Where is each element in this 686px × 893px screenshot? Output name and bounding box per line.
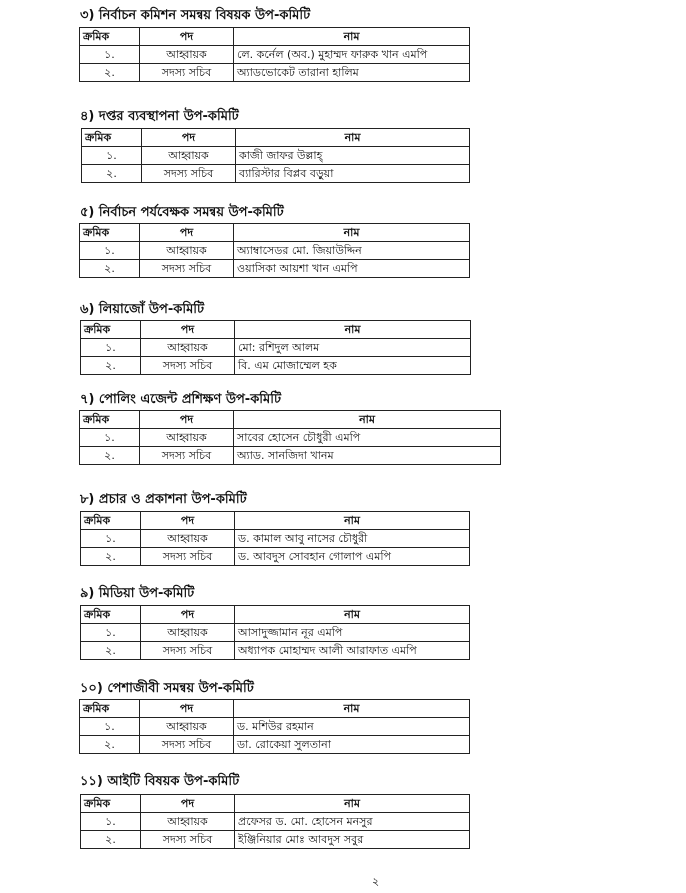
table-header-row [81,795,470,813]
cell-position: আহ্বায়ক [141,624,235,642]
cell-position: আহ্বায়ক [141,530,235,548]
cell-serial: ২. [81,548,141,566]
table-row [80,447,501,465]
cell-name: বি. এম মোজাম্মেল হক [235,357,471,375]
cell-position: আহ্বায়ক [140,46,234,64]
table-header-row [80,28,470,46]
cell-name: ব্যারিস্টার বিপ্লব বড়ুয়া [236,165,470,183]
committee-table [79,699,470,754]
cell-name: লে. কর্নেল (অব.) মুহাম্মদ ফারুক খান এমপি [234,46,470,64]
cell-serial: ১. [81,624,141,642]
cell-name: অধ্যাপক মোহাম্মদ আলী আরাফাত এমপি [235,642,470,660]
cell-name: আসাদুজ্জামান নূর এমপি [235,624,470,642]
header-serial: ক্রমিক [80,700,140,718]
table-row [82,165,470,183]
cell-name: সাবের হোসেন চৌধুরী এমপি [234,429,501,447]
cell-position: সদস্য সচিব [140,447,234,465]
cell-serial: ২. [81,357,141,375]
cell-serial: ২. [80,736,140,754]
cell-name: অ্যাড. সানজিদা খানম [234,447,501,465]
table-header-row [81,512,470,530]
cell-position: সদস্য সচিব [141,831,235,849]
cell-serial: ২. [81,642,141,660]
committee-table [79,27,470,82]
header-name: নাম [234,411,501,429]
table-header-row [80,700,470,718]
cell-position: সদস্য সচিব [141,357,235,375]
cell-position: আহ্বায়ক [141,339,235,357]
cell-name: ড. মশিউর রহমান [234,718,470,736]
table-row [80,718,470,736]
cell-serial: ২. [81,831,141,849]
table-header-row [81,321,471,339]
cell-name: অ্যাম্বাসেডর মো. জিয়াউদ্দিন [234,242,470,260]
cell-serial: ১. [81,339,141,357]
header-name: নাম [235,795,470,813]
cell-serial: ২. [82,165,142,183]
cell-position: সদস্য সচিব [141,642,235,660]
cell-position: আহ্বায়ক [140,242,234,260]
header-position: পদ [142,129,236,147]
table-row [81,624,470,642]
table-row [82,147,470,165]
cell-name: ওয়াসিকা আয়শা খান এমপি [234,260,470,278]
header-name: নাম [235,512,470,530]
table-row [81,813,470,831]
header-serial: ক্রমিক [82,129,142,147]
cell-position: সদস্য সচিব [141,548,235,566]
header-name: নাম [234,700,470,718]
cell-name: ড. কামাল আবু নাসের চৌধুরী [235,530,470,548]
cell-name: ড. আবদুস সোবহান গোলাপ এমপি [235,548,470,566]
table-row [80,64,470,82]
header-serial: ক্রমিক [80,224,140,242]
section-title: ৪) দপ্তর ব্যবস্থাপনা উপ-কমিটি [80,109,239,124]
header-position: পদ [140,700,234,718]
header-serial: ক্রমিক [80,28,140,46]
header-position: পদ [141,795,235,813]
cell-name: কাজী জাফর উল্লাহ্ [236,147,470,165]
table-row [81,642,470,660]
cell-serial: ১. [81,813,141,831]
table-header-row [82,129,470,147]
cell-serial: ১. [80,242,140,260]
section-title: ১০) পেশাজীবী সমন্বয় উপ-কমিটি [80,681,254,696]
header-name: নাম [235,321,471,339]
committee-table [79,223,470,278]
header-position: পদ [141,321,235,339]
section-title: ৩) নির্বাচন কমিশন সমন্বয় বিষয়ক উপ-কমিটি [80,8,311,23]
cell-serial: ১. [80,718,140,736]
header-name: নাম [234,28,470,46]
cell-position: আহ্বায়ক [141,813,235,831]
header-position: পদ [140,224,234,242]
section-title: ৬) লিয়াজোঁ উপ-কমিটি [80,302,205,317]
header-serial: ক্রমিক [81,795,141,813]
table-header-row [81,606,470,624]
cell-serial: ২. [80,64,140,82]
cell-position: আহ্বায়ক [140,429,234,447]
header-position: পদ [141,606,235,624]
table-row [80,242,470,260]
committee-table [79,410,501,465]
committee-table [80,794,470,849]
header-serial: ক্রমিক [80,411,140,429]
header-serial: ক্রমিক [81,606,141,624]
cell-position: সদস্য সচিব [140,64,234,82]
table-row [81,548,470,566]
committee-table [81,128,470,183]
table-row [80,429,501,447]
committee-table [80,320,471,375]
section-title: ৭) পোলিং এজেন্ট প্রশিক্ষণ উপ-কমিটি [80,392,282,407]
cell-serial: ১. [80,429,140,447]
header-position: পদ [140,411,234,429]
table-row [80,46,470,64]
cell-position: সদস্য সচিব [140,260,234,278]
cell-serial: ১. [80,46,140,64]
committee-table [80,605,470,660]
cell-serial: ১. [82,147,142,165]
section-title: ৯) মিডিয়া উপ-কমিটি [80,586,195,601]
table-header-row [80,411,501,429]
cell-name: প্রফেসর ড. মো. হোসেন মনসুর [235,813,470,831]
cell-name: অ্যাডভোকেট তারানা হালিম [234,64,470,82]
table-row [81,339,471,357]
header-serial: ক্রমিক [81,321,141,339]
cell-position: আহ্বায়ক [142,147,236,165]
header-position: পদ [140,28,234,46]
table-row [81,831,470,849]
table-header-row [80,224,470,242]
cell-serial: ২. [80,447,140,465]
table-row [80,736,470,754]
committee-table [80,511,470,566]
cell-position: সদস্য সচিব [140,736,234,754]
header-position: পদ [141,512,235,530]
table-row [81,530,470,548]
section-title: ১১) আইটি বিষয়ক উপ-কমিটি [80,774,240,789]
cell-position: সদস্য সচিব [142,165,236,183]
table-row [81,357,471,375]
cell-serial: ১. [81,530,141,548]
cell-name: মো: রশিদুল আলম [235,339,471,357]
cell-name: ডা. রোকেয়া সুলতানা [234,736,470,754]
table-row [80,260,470,278]
cell-name: ইঞ্জিনিয়ার মোঃ আবদুস সবুর [235,831,470,849]
section-title: ৮) প্রচার ও প্রকাশনা উপ-কমিটি [80,492,247,507]
page-number: ২ [372,875,380,888]
header-name: নাম [234,224,470,242]
section-title: ৫) নির্বাচন পর্যবেক্ষক সমন্বয় উপ-কমিটি [80,205,284,220]
header-name: নাম [236,129,470,147]
header-serial: ক্রমিক [81,512,141,530]
header-name: নাম [235,606,470,624]
cell-position: আহ্বায়ক [140,718,234,736]
cell-serial: ২. [80,260,140,278]
